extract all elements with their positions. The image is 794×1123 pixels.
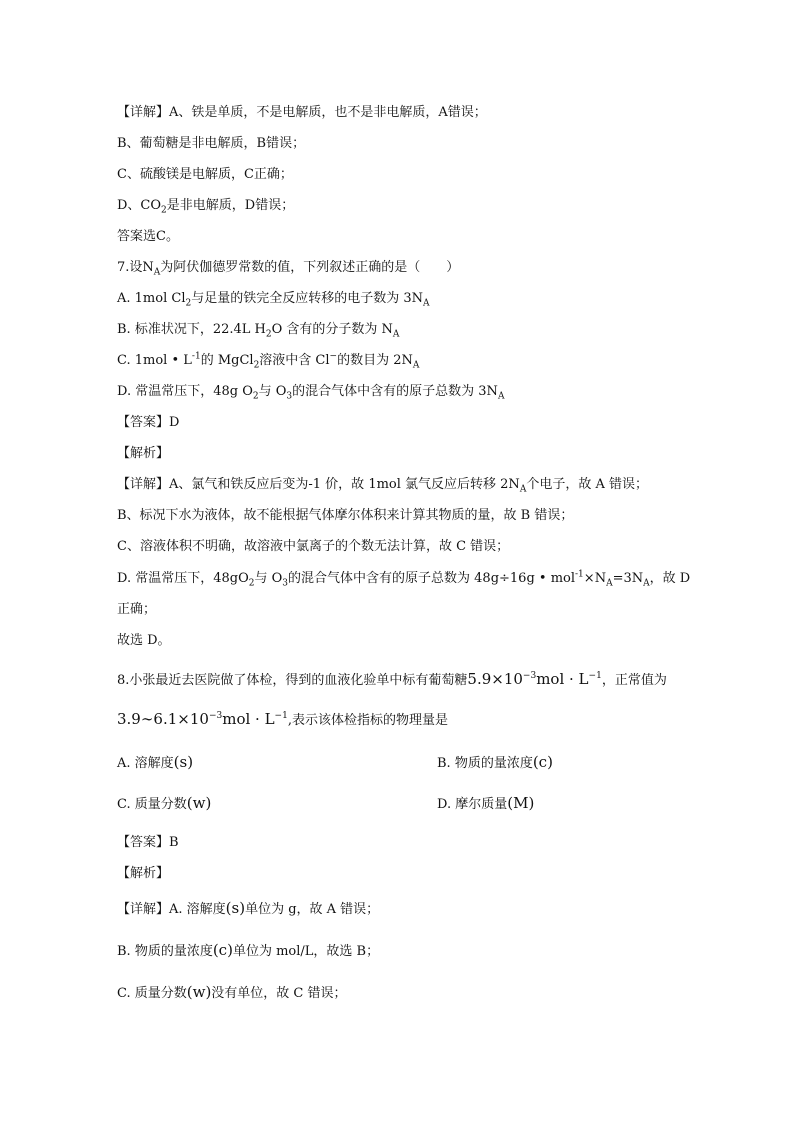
- subscript: 2: [185, 298, 192, 309]
- text: 与 O: [254, 571, 283, 586]
- text: 3.9∼6.1×10: [117, 710, 209, 728]
- math-symbol: (M): [507, 794, 535, 812]
- math-formula: [117, 710, 288, 728]
- text: 8.小张最近去医院做了体检，得到的血液化验单中标有葡萄糖: [117, 673, 468, 688]
- text: A. 溶解度: [117, 756, 174, 771]
- math-symbol: (c): [532, 753, 553, 771]
- text: C、溶液体积不明确，故溶液中氯离子的个数无法计算，故 C 错误；: [117, 539, 510, 554]
- question-7-option-b: [117, 321, 687, 339]
- text: =3N: [612, 571, 644, 586]
- text: 与 O: [258, 384, 287, 399]
- text: ，正常值为: [601, 673, 667, 688]
- text: 【答案】D: [117, 415, 180, 430]
- text: 【答案】B: [117, 835, 179, 850]
- text: 的混合气体中含有的原子总数为 3N: [292, 384, 498, 399]
- text: 为阿伏伽德罗常数的值，下列叙述正确的是（ ）: [160, 260, 460, 275]
- text: 溶液中含 Cl: [259, 353, 330, 368]
- text: 5.9×10: [467, 670, 523, 688]
- text: B、葡萄糖是非电解质，B错误；: [117, 136, 306, 151]
- analysis-8-a: [117, 899, 687, 919]
- text: 的 MgCl: [200, 353, 254, 368]
- text: mol · L: [536, 670, 589, 688]
- text-line: [117, 632, 687, 650]
- text: mol · L: [222, 710, 275, 728]
- text: 答案选C。: [117, 229, 179, 244]
- option-d: [437, 794, 534, 814]
- analysis-7-a: [117, 476, 687, 494]
- subscript: A: [519, 484, 527, 495]
- option-b: [437, 753, 553, 773]
- text: 没有单位，故 C 错误；: [211, 986, 347, 1001]
- analysis-7-b: [117, 507, 687, 525]
- text: B. 物质的量浓度: [117, 944, 213, 959]
- text: 【详解】A、氯气和铁反应后变为-1 价，故 1mol 氯气反应后转移 2N: [117, 477, 520, 492]
- text-line: [117, 197, 687, 215]
- text: O 含有的分子数为 N: [271, 322, 393, 337]
- text: 的混合气体中含有的原子总数为 48g÷16g • mol: [288, 571, 576, 586]
- subscript: A: [497, 391, 505, 402]
- superscript: −3: [208, 711, 223, 721]
- superscript: -1: [575, 569, 584, 580]
- text: B. 物质的量浓度: [437, 756, 533, 771]
- text: 单位为 mol/L，故选 B；: [232, 944, 380, 959]
- analysis-7-c: [117, 538, 687, 556]
- text: A. 1mol Cl: [117, 291, 186, 306]
- text: 【解析】: [117, 446, 170, 461]
- superscript: −1: [588, 671, 602, 681]
- text: C. 质量分数: [117, 986, 187, 1001]
- text: C. 1mol • L: [117, 353, 192, 368]
- text: 【解析】: [117, 866, 170, 881]
- text-line: [117, 166, 687, 184]
- question-7-option-a: [117, 290, 687, 308]
- text: 个电子，故 A 错误；: [526, 477, 648, 492]
- text: D、CO: [117, 198, 162, 213]
- question-8-options-row2: [117, 794, 687, 814]
- analysis-7-heading: [117, 445, 687, 463]
- text: 7.设N: [117, 260, 154, 275]
- subscript: 3: [282, 578, 289, 589]
- superscript: -1: [191, 351, 201, 362]
- subscript: A: [643, 578, 650, 589]
- text: 与足量的铁完全反应转移的电子数为 3N: [191, 291, 423, 306]
- text-line: [117, 135, 687, 153]
- subscript: A: [153, 267, 161, 278]
- option-a: [117, 753, 194, 771]
- text: 单位为 g，故 A 错误；: [245, 902, 380, 917]
- option-c: [117, 794, 212, 812]
- question-7-option-d: [117, 383, 687, 401]
- question-8-stem: [117, 670, 687, 690]
- math-symbol: (w): [186, 794, 212, 812]
- subscript: 2: [253, 360, 260, 371]
- analysis-8-b: [117, 941, 687, 961]
- text: ,表示该体检指标的物理量是: [287, 713, 448, 728]
- text-line: [117, 228, 687, 246]
- subscript: A: [423, 298, 430, 309]
- subscript: 2: [252, 391, 259, 402]
- text-line: [117, 104, 687, 122]
- math-symbol: (c): [212, 941, 233, 959]
- analysis-8-c: [117, 983, 687, 1003]
- subscript: A: [412, 360, 420, 371]
- analysis-8-heading: [117, 865, 687, 883]
- subscript: A: [606, 578, 613, 589]
- subscript: A: [392, 329, 400, 340]
- text: D. 常温常压下，48g O: [117, 384, 253, 399]
- answer-7: [117, 414, 687, 432]
- question-8-options-row1: [117, 753, 687, 773]
- text: ×N: [583, 571, 607, 586]
- text: 的数目为 2N: [337, 353, 413, 368]
- text: 【详解】A. 溶解度: [117, 902, 226, 917]
- question-7-stem: [117, 259, 687, 277]
- subscript: 2: [248, 578, 255, 589]
- text: B. 标准状况下，22.4L H: [117, 322, 266, 337]
- superscript: −1: [274, 711, 288, 721]
- math-symbol: (s): [173, 753, 194, 771]
- superscript: −: [329, 351, 338, 362]
- text: C、硫酸镁是电解质，C正确；: [117, 167, 293, 182]
- superscript: −3: [522, 671, 537, 681]
- text: 是非电解质，D错误；: [166, 198, 295, 213]
- text: ，故 D: [649, 571, 691, 586]
- text-line: [117, 601, 687, 619]
- subscript: 3: [286, 391, 293, 402]
- subscript: 2: [265, 329, 272, 340]
- text: 【详解】A、铁是单质，不是电解质，也不是非电解质，A错误；: [117, 105, 487, 120]
- text: D. 常温常压下，48gO: [117, 571, 249, 586]
- analysis-7-d: [117, 569, 691, 589]
- question-7-option-c: [117, 352, 687, 370]
- text: C. 质量分数: [117, 797, 187, 812]
- math-symbol: (w): [186, 983, 212, 1001]
- math-symbol: (s): [225, 899, 246, 917]
- math-formula: [467, 670, 601, 688]
- text: B、标况下水为液体，故不能根据气体摩尔体积来计算其物质的量，故 B 错误；: [117, 508, 574, 523]
- answer-8: [117, 834, 687, 852]
- subscript: 2: [161, 205, 167, 216]
- text: D. 摩尔质量: [437, 797, 508, 812]
- question-8-stem-cont: [117, 710, 687, 730]
- text: 故选 D。: [117, 633, 171, 648]
- text: 正确；: [117, 602, 157, 617]
